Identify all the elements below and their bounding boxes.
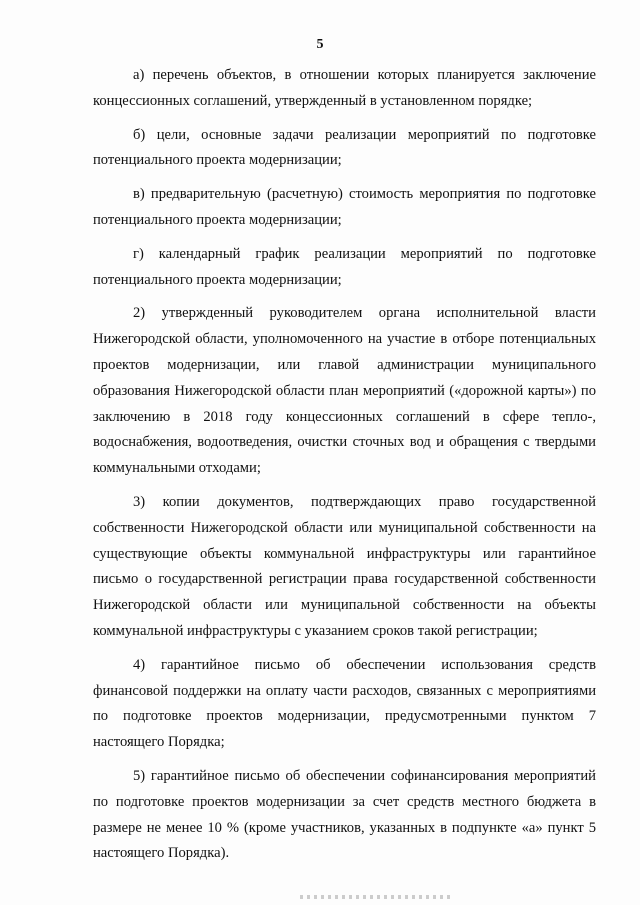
paragraph-item-2: 2) утвержденный руководителем органа исполнительной власти Нижегородской области, уполномоченного на участие в отборе потенциальных проектов модернизации, или главой администрации муниципального образования Нижегородской области план мероприятий («дорожной карты») по заключению в 2018 году концессионных соглашений в сфере тепло-, водоснабжения, водоотведения, очистки сточных вод и обращения с твердыми коммунальными отходами;: [93, 305, 596, 477]
page-number: 5: [316, 37, 324, 52]
paragraph-item-4: 4) гарантийное письмо об обеспечении использования средств финансовой поддержки на оплату части расходов, связанных с мероприятиями по подготовке проектов модернизации, предусмотренными пунктом 7 настоящего Порядка;: [93, 656, 596, 751]
paragraph-item-v: в) предварительную (расчетную) стоимость мероприятия по подготовке потенциального проекта модернизации;: [93, 186, 596, 228]
scan-artifact: [300, 895, 450, 899]
document-body: [93, 63, 596, 875]
paragraph-item-g: г) календарный график реализации мероприятий по подготовке потенциального проекта модернизации;: [93, 245, 596, 288]
paragraph-item-b: б) цели, основные задачи реализации мероприятий по подготовке потенциального проекта модернизации;: [93, 126, 596, 169]
paragraph-item-3: 3) копии документов, подтверждающих право государственной собственности Нижегородской области или муниципальной собственности на существующие объекты коммунальной инфраструктуры или гарантийное письмо о государственной регистрации права государственной собственности Нижегородской области или муниципальной собственности на объекты коммунальной инфраструктуры с указанием сроков такой регистрации;: [93, 493, 596, 639]
paragraph-item-a: а) перечень объектов, в отношении которых планируется заключение концессионных соглашений, утвержденный в установленном порядке;: [93, 67, 596, 109]
paragraph-item-5: 5) гарантийное письмо об обеспечении софинансирования мероприятий по подготовке проектов модернизации за счет средств местного бюджета в размере не менее 10 % (кроме участников, указанных в подпункте «а» пункт 5 настоящего Порядка).: [93, 767, 596, 862]
